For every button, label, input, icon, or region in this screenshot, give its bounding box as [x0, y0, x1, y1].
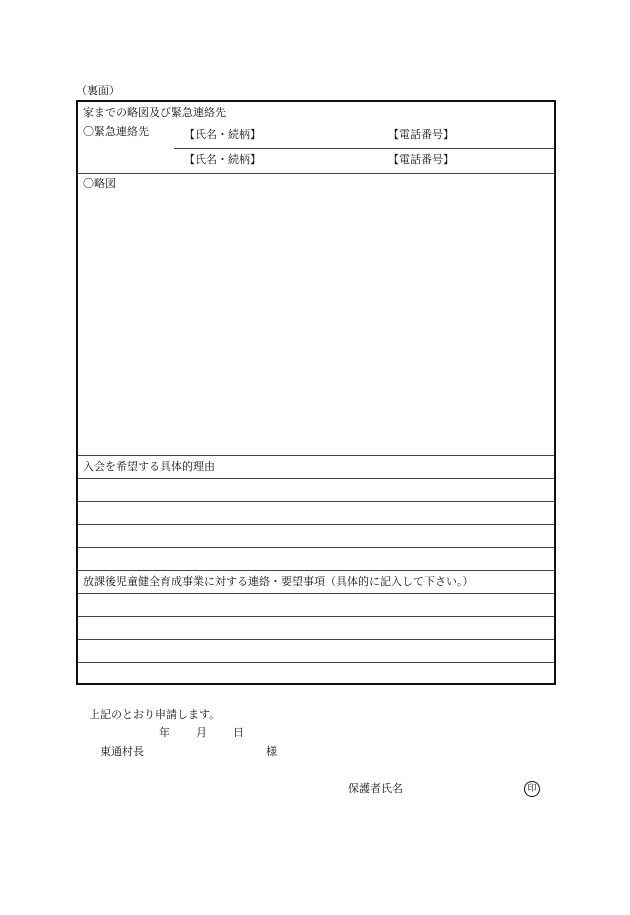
date-day: 日 [233, 726, 244, 739]
guardian-name-label: 保護者氏名 [348, 782, 403, 795]
map-label: 〇略図 [83, 177, 116, 190]
addressee: 東通村長 [100, 745, 144, 758]
date-month: 月 [196, 726, 207, 739]
application-form-back [76, 100, 556, 685]
section-divider [78, 173, 554, 174]
honorific: 様 [266, 745, 277, 758]
emergency-contact-label: 〇緊急連絡先 [83, 125, 149, 138]
contact-2-name-field[interactable]: 【氏名・続柄】 [184, 153, 261, 166]
reason-input-area[interactable] [78, 479, 554, 569]
guardian-name-field[interactable] [410, 779, 518, 797]
contact-1-name-field[interactable]: 【氏名・続柄】 [184, 128, 261, 141]
contact-1-phone-field[interactable]: 【電話番号】 [388, 128, 454, 141]
section-divider [78, 570, 554, 571]
side-label: （裏面） [76, 84, 120, 97]
requests-label: 放課後児童健全育成事業に対する連絡・要望事項（具体的に記入して下さい。） [83, 575, 474, 588]
map-drawing-area[interactable] [78, 192, 554, 454]
section-title-map-contacts: 家までの略図及び緊急連絡先 [83, 106, 226, 119]
reason-label: 入会を希望する具体的理由 [83, 460, 215, 473]
section-divider [78, 455, 554, 456]
requests-input-area[interactable] [78, 594, 554, 682]
date-year: 年 [159, 726, 170, 739]
contact-divider [174, 148, 554, 149]
contact-2-phone-field[interactable]: 【電話番号】 [388, 153, 454, 166]
application-statement: 上記のとおり申請します。 [89, 708, 221, 721]
seal-mark-icon: 印 [524, 781, 540, 797]
